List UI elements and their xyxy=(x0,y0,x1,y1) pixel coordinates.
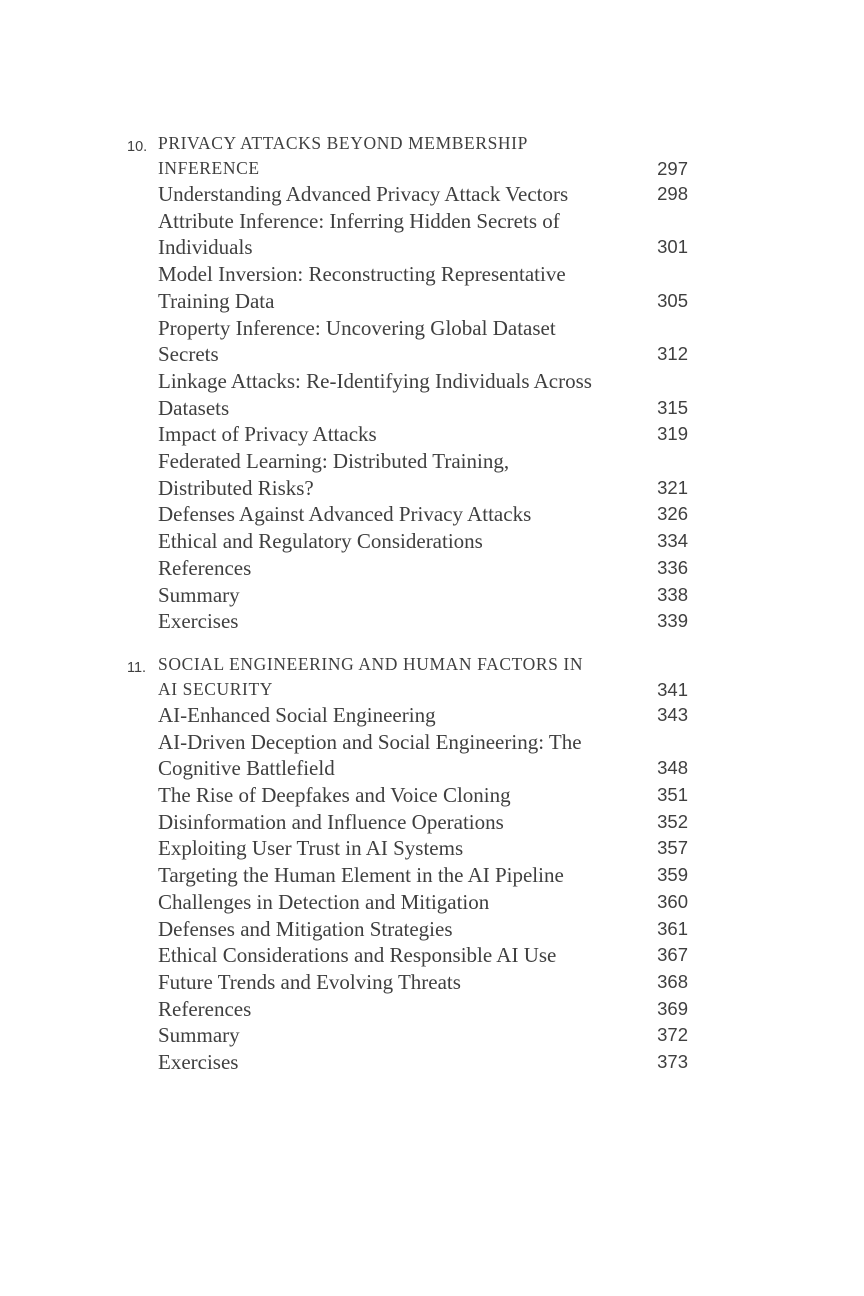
toc-entry-line: Targeting the Human Element in the AI Pipeline xyxy=(158,863,564,888)
toc-entry-title xyxy=(158,889,489,916)
toc-entry-page-number: 348 xyxy=(657,757,688,779)
toc-entry-page-number: 334 xyxy=(657,530,688,552)
toc-entry-row[interactable] xyxy=(158,782,688,809)
toc-entry-page-number: 321 xyxy=(657,476,688,498)
toc-entry-title xyxy=(158,582,240,609)
toc-entry-line: References xyxy=(158,996,252,1021)
toc-entry-row[interactable] xyxy=(158,528,688,555)
toc-entry-line: Cognitive Battlefield xyxy=(158,756,335,781)
chapter-title-line: INFERENCE xyxy=(158,158,260,178)
toc-entry-line: Disinformation and Influence Operations xyxy=(158,809,504,834)
toc-entry-row[interactable] xyxy=(158,555,688,582)
toc-entry-row[interactable] xyxy=(158,582,688,609)
toc-entry-page-number: 359 xyxy=(657,864,688,886)
toc-entry-row[interactable] xyxy=(158,862,688,889)
toc-entry-row[interactable] xyxy=(158,889,688,916)
toc-entry-title xyxy=(158,809,504,836)
toc-entry-line: AI-Driven Deception and Social Engineering: The xyxy=(158,729,582,754)
toc-entry-row[interactable] xyxy=(158,729,688,782)
toc-entry-page-number: 319 xyxy=(657,423,688,445)
toc-entry-title xyxy=(158,1049,238,1076)
toc-entry-line: Exploiting User Trust in AI Systems xyxy=(158,836,464,861)
toc-entry-line: Individuals xyxy=(158,235,253,260)
chapter-page-number: 297 xyxy=(657,158,688,179)
toc-entry-page-number: 305 xyxy=(657,289,688,311)
toc-entry-page-number: 351 xyxy=(657,784,688,806)
chapter-entries xyxy=(158,702,688,1076)
toc-entry-page-number: 373 xyxy=(657,1051,688,1073)
toc-entry-line: Ethical and Regulatory Considerations xyxy=(158,529,483,554)
toc-entry-row[interactable] xyxy=(158,315,688,368)
toc-entry-row[interactable] xyxy=(158,501,688,528)
toc-entry-line: Training Data xyxy=(158,288,275,313)
toc-entry-line: Ethical Considerations and Responsible AI Use xyxy=(158,943,557,968)
toc-entry-row[interactable] xyxy=(158,1049,688,1076)
toc-entry-row[interactable] xyxy=(158,368,688,421)
chapter-title-line: AI SECURITY xyxy=(158,678,274,699)
toc-entry-line: Defenses and Mitigation Strategies xyxy=(158,916,453,941)
toc-entry-page-number: 372 xyxy=(657,1024,688,1046)
chapter-title xyxy=(158,131,528,181)
toc-entry-title xyxy=(158,862,564,889)
toc-entry-title xyxy=(158,315,556,368)
toc-entry-title xyxy=(158,942,556,969)
toc-entry-title xyxy=(158,969,461,996)
toc-entry-title xyxy=(158,1022,240,1049)
chapter-heading-row[interactable] xyxy=(158,652,688,702)
toc-entry-line: Model Inversion: Reconstructing Representative xyxy=(158,262,566,287)
toc-entry-row[interactable] xyxy=(158,261,688,314)
toc-entry-line: Datasets xyxy=(158,395,230,420)
toc-chapter xyxy=(127,652,688,1076)
toc-entry-row[interactable] xyxy=(158,608,688,635)
toc-entry-line: The Rise of Deepfakes and Voice Cloning xyxy=(158,783,511,808)
toc-entry-page-number: 352 xyxy=(657,810,688,832)
toc-entry-title xyxy=(158,528,483,555)
toc-entry-row[interactable] xyxy=(158,1022,688,1049)
toc-entry-line: Challenges in Detection and Mitigation xyxy=(158,889,490,914)
toc-entry-page-number: 360 xyxy=(657,890,688,912)
chapter-title-line: SOCIAL ENGINEERING AND HUMAN FACTORS IN xyxy=(158,653,584,674)
toc-entry-page-number: 339 xyxy=(657,610,688,632)
toc-entry-title xyxy=(158,448,509,501)
toc-entry-page-number: 312 xyxy=(657,343,688,365)
toc-entry-line: References xyxy=(158,555,252,580)
toc-entry-title xyxy=(158,996,251,1023)
toc-entry-row[interactable] xyxy=(158,835,688,862)
toc-entry-line: Exercises xyxy=(158,609,239,634)
toc-entry-title xyxy=(158,729,582,782)
toc-entry-title xyxy=(158,555,251,582)
toc-entry-title xyxy=(158,782,511,809)
toc-entry-line: Distributed Risks? xyxy=(158,475,314,500)
toc-entry-line: Future Trends and Evolving Threats xyxy=(158,969,461,994)
toc-entry-row[interactable] xyxy=(158,996,688,1023)
toc-entry-title xyxy=(158,421,377,448)
toc-entry-title xyxy=(158,835,463,862)
table-of-contents xyxy=(127,131,688,1076)
toc-entry-line: Summary xyxy=(158,582,240,607)
toc-entry-page-number: 368 xyxy=(657,970,688,992)
toc-entry-page-number: 298 xyxy=(657,183,688,204)
toc-entry-row[interactable] xyxy=(158,809,688,836)
toc-entry-page-number: 338 xyxy=(657,583,688,605)
toc-entry-line: Attribute Inference: Inferring Hidden Secrets of xyxy=(158,208,560,233)
toc-entry-line: Impact of Privacy Attacks xyxy=(158,422,377,447)
toc-entry-page-number: 336 xyxy=(657,556,688,578)
toc-entry-row[interactable] xyxy=(158,181,688,208)
toc-entry-page-number: 357 xyxy=(657,837,688,859)
toc-entry-row[interactable] xyxy=(158,421,688,448)
toc-entry-title xyxy=(158,181,568,208)
toc-entry-row[interactable] xyxy=(158,969,688,996)
toc-entry-title xyxy=(158,368,592,421)
chapter-heading-row[interactable] xyxy=(158,131,688,181)
chapter-page-number: 341 xyxy=(657,678,688,700)
toc-entry-page-number: 301 xyxy=(657,236,688,258)
toc-entry-row[interactable] xyxy=(158,916,688,943)
chapter-title xyxy=(158,652,583,702)
toc-entry-line: Exercises xyxy=(158,1050,239,1075)
toc-entry-page-number: 369 xyxy=(657,997,688,1019)
toc-entry-line: Property Inference: Uncovering Global Dataset xyxy=(158,315,556,340)
toc-entry-row[interactable] xyxy=(158,702,688,729)
toc-entry-line: AI-Enhanced Social Engineering xyxy=(158,702,436,727)
toc-entry-line: Secrets xyxy=(158,342,219,367)
toc-entry-title xyxy=(158,501,531,528)
toc-entry-row[interactable] xyxy=(158,208,688,261)
toc-entry-line: Understanding Advanced Privacy Attack Vectors xyxy=(158,182,569,206)
toc-entry-line: Federated Learning: Distributed Training, xyxy=(158,449,510,474)
toc-entry-line: Summary xyxy=(158,1023,240,1048)
toc-entry-page-number: 361 xyxy=(657,917,688,939)
toc-entry-row[interactable] xyxy=(158,942,688,969)
chapter-number: 10. xyxy=(127,139,148,155)
toc-entry-row[interactable] xyxy=(158,448,688,501)
toc-entry-page-number: 315 xyxy=(657,396,688,418)
toc-entry-line: Linkage Attacks: Re-Identifying Individuals Across xyxy=(158,368,592,393)
toc-entry-title xyxy=(158,608,238,635)
chapter-title-line: PRIVACY ATTACKS BEYOND MEMBERSHIP xyxy=(158,133,528,153)
toc-entry-page-number: 343 xyxy=(657,703,688,725)
toc-chapter xyxy=(127,131,688,635)
chapter-number: 11. xyxy=(127,659,147,676)
toc-entry-title xyxy=(158,261,566,314)
chapter-entries xyxy=(158,181,688,635)
toc-entry-title xyxy=(158,916,453,943)
toc-entry-line: Defenses Against Advanced Privacy Attacks xyxy=(158,502,532,527)
toc-entry-page-number: 326 xyxy=(657,503,688,525)
toc-entry-title xyxy=(158,208,560,261)
toc-entry-page-number: 367 xyxy=(657,944,688,966)
toc-entry-title xyxy=(158,702,436,729)
